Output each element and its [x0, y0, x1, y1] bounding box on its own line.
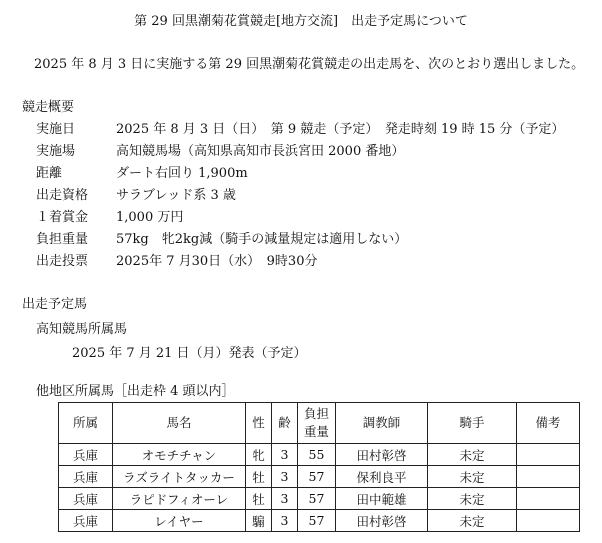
overview-value-eligibility: サラブレッド系 3 歳 [116, 188, 236, 203]
overview-value-venue: 高知競馬場（高知県高知市長浜宮田 2000 番地） [116, 144, 405, 159]
overview-label-prize: １着賞金 [36, 210, 89, 225]
cell-remarks [517, 510, 580, 532]
overview-heading: 競走概要 [22, 100, 75, 115]
cell-jockey: 未定 [428, 510, 517, 532]
table-row [59, 488, 580, 510]
entries-table [58, 402, 580, 532]
intro-text: 2025 年 8 月 3 日に実施する第 29 回黒潮菊花賞競走の出走馬を、次のとおり選出しました。 [34, 57, 585, 72]
overview-value-prize: 1,000 万円 [116, 210, 184, 225]
overview-value-distance: ダート右回り 1,900m [116, 166, 248, 181]
kochi-note: 2025 年 7 月 21 日（月）発表（予定） [72, 346, 307, 361]
cell-horse-name: レイヤー [113, 510, 246, 532]
cell-trainer: 田中範雄 [336, 488, 428, 510]
overview-label-eligibility: 出走資格 [36, 188, 89, 203]
table-header-row [59, 403, 580, 444]
table-row [59, 444, 580, 466]
cell-horse-name: ラピドフィオーレ [113, 488, 246, 510]
cell-age: 3 [272, 466, 298, 488]
cell-remarks [517, 466, 580, 488]
cell-trainer: 田村彰啓 [336, 510, 428, 532]
overview-value-vote: 2025年 7 月30日（水） 9時30分 [116, 254, 318, 269]
table-row [59, 466, 580, 488]
col-header-affiliation: 所属 [59, 403, 113, 444]
cell-age: 3 [272, 510, 298, 532]
cell-affiliation: 兵庫 [59, 510, 113, 532]
table-row [59, 510, 580, 532]
cell-weight: 57 [298, 488, 336, 510]
overview-label-vote: 出走投票 [36, 254, 89, 269]
cell-affiliation: 兵庫 [59, 466, 113, 488]
cell-horse-name: オモチチャン [113, 444, 246, 466]
overview-value-date: 2025 年 8 月 3 日（日） 第 9 競走（予定） 発走時刻 19 時 15 分（予定） [116, 122, 565, 137]
overview-value-weight: 57kg 牝2kg減（騎手の減量規定は適用しない） [116, 232, 408, 247]
col-header-horse-name: 馬名 [113, 403, 246, 444]
col-header-age: 齢 [272, 403, 298, 444]
document-title: 第 29 回黒潮菊花賞競走[地方交流] 出走予定馬について [134, 14, 468, 29]
cell-horse-name: ラズライトタッカー [113, 466, 246, 488]
cell-jockey: 未定 [428, 444, 517, 466]
col-header-trainer: 調教師 [336, 403, 428, 444]
cell-weight: 57 [298, 510, 336, 532]
cell-sex: 牡 [246, 466, 272, 488]
cell-remarks [517, 488, 580, 510]
cell-jockey: 未定 [428, 488, 517, 510]
cell-trainer: 保利良平 [336, 466, 428, 488]
col-header-weight-text: 負担 重量 [303, 406, 329, 439]
kochi-heading: 高知競馬所属馬 [36, 322, 128, 337]
cell-sex: 牡 [246, 488, 272, 510]
cell-affiliation: 兵庫 [59, 488, 113, 510]
cell-sex: 騸 [246, 510, 272, 532]
overview-label-weight: 負担重量 [36, 232, 89, 247]
col-header-remarks: 備考 [517, 403, 580, 444]
col-header-weight [298, 403, 336, 444]
col-header-sex: 性 [246, 403, 272, 444]
overview-label-distance: 距離 [36, 166, 63, 181]
entries-heading: 出走予定馬 [22, 297, 88, 312]
cell-affiliation: 兵庫 [59, 444, 113, 466]
cell-jockey: 未定 [428, 466, 517, 488]
cell-trainer: 田村彰啓 [336, 444, 428, 466]
cell-weight: 55 [298, 444, 336, 466]
cell-weight: 57 [298, 466, 336, 488]
cell-age: 3 [272, 488, 298, 510]
cell-remarks [517, 444, 580, 466]
overview-label-date: 実施日 [36, 122, 76, 137]
cell-age: 3 [272, 444, 298, 466]
col-header-jockey: 騎手 [428, 403, 517, 444]
overview-label-venue: 実施場 [36, 144, 76, 159]
other-heading: 他地区所属馬［出走枠 4 頭以内］ [36, 384, 235, 399]
cell-sex: 牝 [246, 444, 272, 466]
